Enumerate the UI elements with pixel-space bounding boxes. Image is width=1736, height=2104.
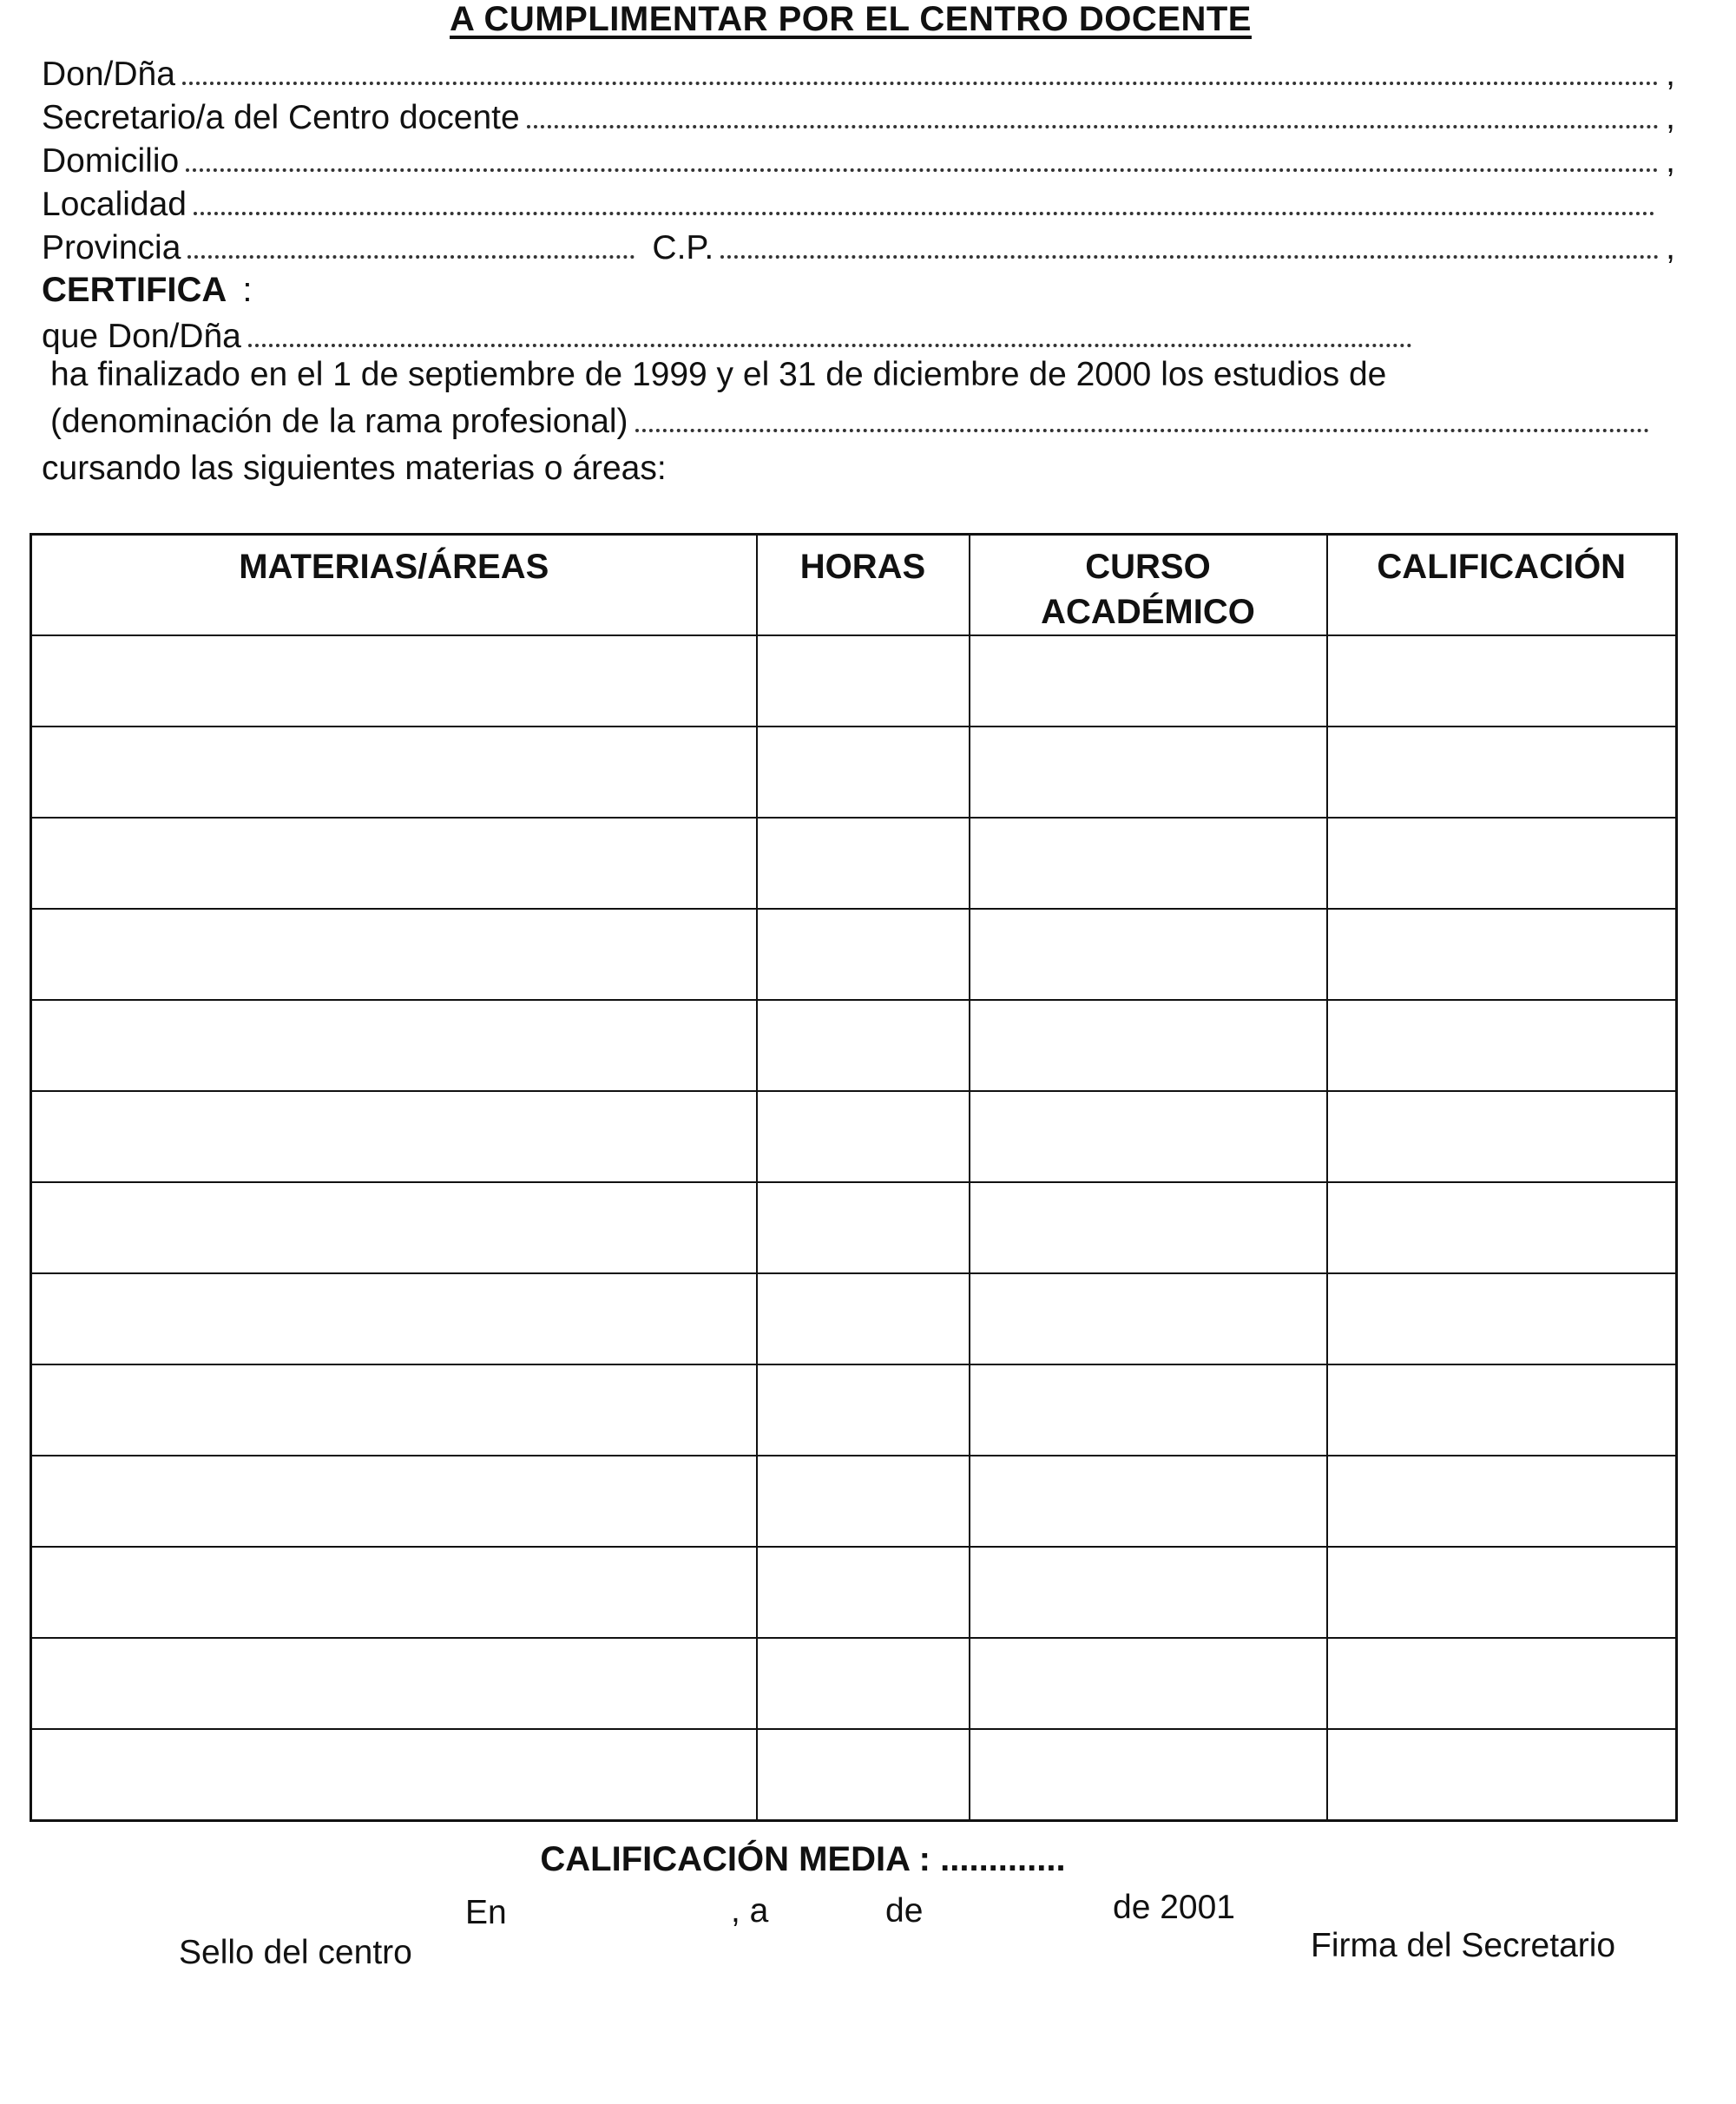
table-row [31,909,1677,1000]
table-row [31,1729,1677,1821]
header-calificacion: CALIFICACIÓN [1327,535,1677,636]
secretario-field[interactable] [42,94,1675,137]
table-header-row [31,535,1677,636]
certifica-colon: : [242,271,253,309]
provincia-label: Provincia [42,229,181,266]
table-row [31,1364,1677,1456]
calificacion-cell[interactable] [1327,1456,1677,1547]
que-don-label: que Don/Dña [42,318,241,355]
horas-cell[interactable] [757,1364,970,1456]
materia-cell[interactable] [31,1729,757,1821]
curso-cell[interactable] [970,1547,1327,1638]
domicilio-dots[interactable] [186,168,1659,172]
calificacion-cell[interactable] [1327,727,1677,818]
provincia-field[interactable] [42,224,1675,267]
don-label: Don/Dña [42,56,175,93]
header-horas: HORAS [757,535,970,636]
localidad-dots[interactable] [194,212,1655,215]
curso-cell[interactable] [970,1091,1327,1182]
cursando-text: cursando las siguientes materias o áreas: [42,450,667,487]
domicilio-label: Domicilio [42,142,180,180]
denominacion-dots[interactable] [635,429,1649,432]
horas-cell[interactable] [757,1000,970,1091]
header-curso: CURSO ACADÉMICO [970,535,1327,636]
curso-cell[interactable] [970,1273,1327,1364]
curso-cell[interactable] [970,1364,1327,1456]
calificacion-cell[interactable] [1327,1638,1677,1729]
calificacion-cell[interactable] [1327,1000,1677,1091]
materia-cell[interactable] [31,1638,757,1729]
domicilio-field[interactable] [42,137,1675,181]
localidad-field[interactable] [42,181,1662,224]
secretario-label: Secretario/a del Centro docente [42,99,520,136]
horas-cell[interactable] [757,1091,970,1182]
horas-cell[interactable] [757,1729,970,1821]
de-label: de [885,1892,924,1930]
curso-cell[interactable] [970,1456,1327,1547]
curso-cell[interactable] [970,635,1327,727]
cp-dots[interactable] [720,255,1659,259]
don-suffix: , [1666,56,1675,93]
calificacion-cell[interactable] [1327,818,1677,909]
table-row [31,1547,1677,1638]
curso-cell[interactable] [970,727,1327,818]
calificacion-cell[interactable] [1327,1547,1677,1638]
table-row [31,818,1677,909]
table-row [31,1000,1677,1091]
materia-cell[interactable] [31,909,757,1000]
calificacion-cell[interactable] [1327,1182,1677,1273]
comma-a-label: , a [731,1892,769,1930]
calificacion-media: CALIFICACIÓN MEDIA : ............. [540,1840,1066,1878]
curso-cell[interactable] [970,1182,1327,1273]
table-row [31,727,1677,818]
domicilio-suffix: , [1666,142,1675,180]
calificacion-cell[interactable] [1327,1091,1677,1182]
finalizado-text: ha finalizado en el 1 de septiembre de 1999 y el 31 de diciembre de 2000 los estudios de [50,356,1387,393]
table-row [31,1182,1677,1273]
curso-cell[interactable] [970,818,1327,909]
que-don-field[interactable] [42,312,1419,356]
table-row [31,1091,1677,1182]
en-label: En [465,1894,507,1931]
horas-cell[interactable] [757,818,970,909]
denominacion-label: (denominación de la rama profesional) [50,403,628,440]
materia-cell[interactable] [31,1547,757,1638]
certifica-label: CERTIFICA [42,271,227,309]
horas-cell[interactable] [757,1456,970,1547]
curso-cell[interactable] [970,909,1327,1000]
calificacion-cell[interactable] [1327,635,1677,727]
materia-cell[interactable] [31,1456,757,1547]
materia-cell[interactable] [31,1273,757,1364]
cp-label: C.P. [652,229,714,266]
calificacion-cell[interactable] [1327,1273,1677,1364]
materia-cell[interactable] [31,1364,757,1456]
table-row [31,1273,1677,1364]
horas-cell[interactable] [757,1638,970,1729]
horas-cell[interactable] [757,635,970,727]
materia-cell[interactable] [31,1091,757,1182]
curso-cell[interactable] [970,1000,1327,1091]
table-row [31,1456,1677,1547]
table-row [31,1638,1677,1729]
sello-label: Sello del centro [179,1934,412,1971]
secretario-suffix: , [1666,99,1675,136]
materia-cell[interactable] [31,818,757,909]
table-body [31,635,1677,1821]
horas-cell[interactable] [757,909,970,1000]
provincia-suffix: , [1666,229,1675,266]
horas-cell[interactable] [757,1547,970,1638]
calificacion-cell[interactable] [1327,1729,1677,1821]
materia-cell[interactable] [31,1182,757,1273]
horas-cell[interactable] [757,1273,970,1364]
horas-cell[interactable] [757,1182,970,1273]
certifica-heading [42,271,252,310]
localidad-label: Localidad [42,186,187,223]
table-row [31,635,1677,727]
grades-table [30,533,1678,1822]
curso-cell[interactable] [970,1638,1327,1729]
denominacion-field[interactable] [50,398,1656,441]
page-title: A CUMPLIMENTAR POR EL CENTRO DOCENTE [450,0,1252,38]
que-don-dots[interactable] [248,344,1412,347]
curso-cell[interactable] [970,1729,1327,1821]
materia-cell[interactable] [31,727,757,818]
horas-cell[interactable] [757,727,970,818]
firma-label: Firma del Secretario [1311,1927,1616,1964]
materia-cell[interactable] [31,1000,757,1091]
materia-cell[interactable] [31,635,757,727]
provincia-dots[interactable] [187,255,635,259]
secretario-dots[interactable] [527,125,1659,128]
calificacion-cell[interactable] [1327,1364,1677,1456]
de-year-label: de 2001 [1113,1889,1235,1926]
calificacion-cell[interactable] [1327,909,1677,1000]
header-materias: MATERIAS/ÁREAS [31,535,757,636]
don-dots[interactable] [182,82,1659,85]
don-field[interactable] [42,50,1675,94]
